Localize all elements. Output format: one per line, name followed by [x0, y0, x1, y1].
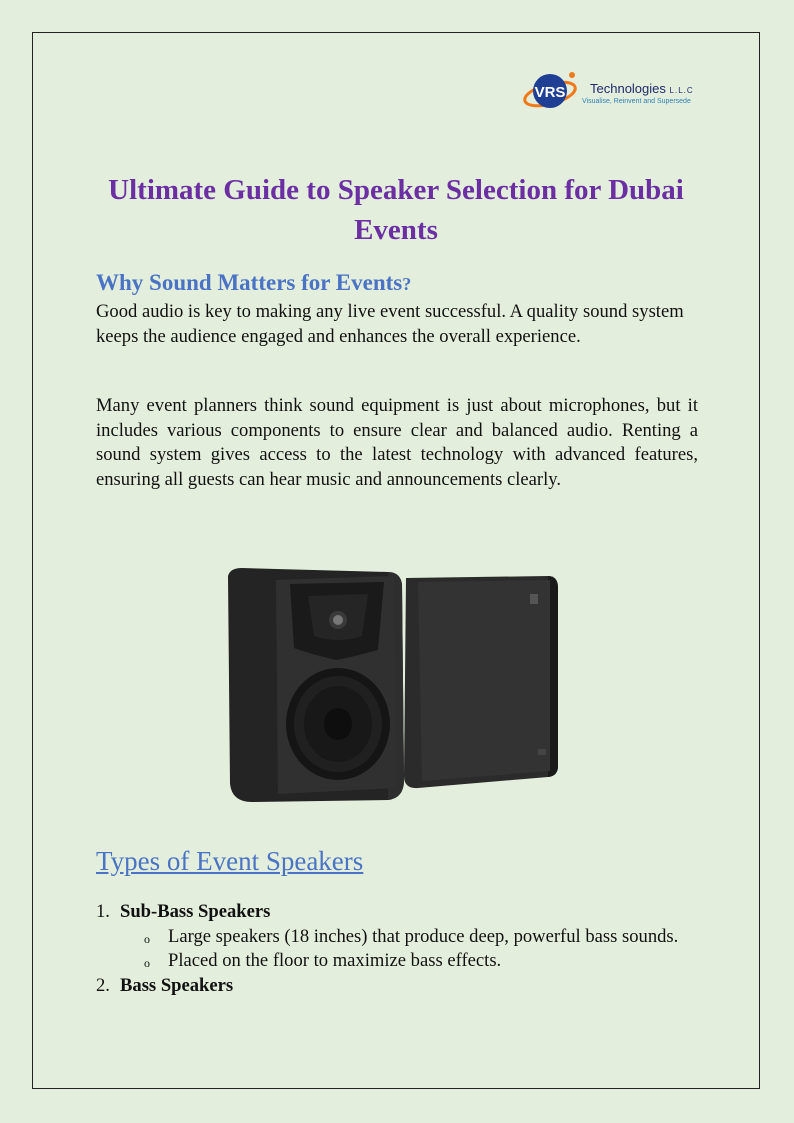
logo-mark: VRS — [534, 84, 566, 101]
paragraph-intro: Good audio is key to making any live event successful. A quality sound system keeps the audience engaged and enhances the overall experience. — [96, 301, 684, 347]
list-subitem: o Large speakers (18 inches) that produce deep, powerful bass sounds. — [96, 925, 706, 950]
section-heading-types: Types of Event Speakers — [96, 846, 364, 876]
bullet-icon: o — [144, 956, 150, 970]
list-item: 2. Bass Speakers — [96, 974, 234, 996]
list-item-label: Sub-Bass Speakers — [120, 901, 271, 922]
logo-tagline: Visualise, Reinvent and Supersede — [582, 98, 691, 105]
list-item: 1. Sub-Bass Speakers — [96, 901, 271, 922]
paragraph-equipment: Many event planners think sound equipment is just about microphones, but it includes various components to ensure clear and balanced audio. Renting a sound system gives access to the latest technology with advanced features, ensuring all guests can hear music and announcements clearly. — [96, 395, 698, 490]
section-heading-why-sound: Why Sound Matters for Events? — [96, 270, 412, 295]
list-item-label: Bass Speakers — [120, 974, 234, 996]
page-title: Ultimate Guide to Speaker Selection for Dubai Events — [108, 174, 684, 246]
speaker-types-list — [96, 900, 706, 998]
speakers-image — [218, 566, 564, 806]
logo-name: Technologies L.L.C — [590, 81, 694, 96]
bullet-icon: o — [144, 931, 150, 946]
list-subitem: o Placed on the floor to maximize bass effects. — [96, 949, 706, 974]
